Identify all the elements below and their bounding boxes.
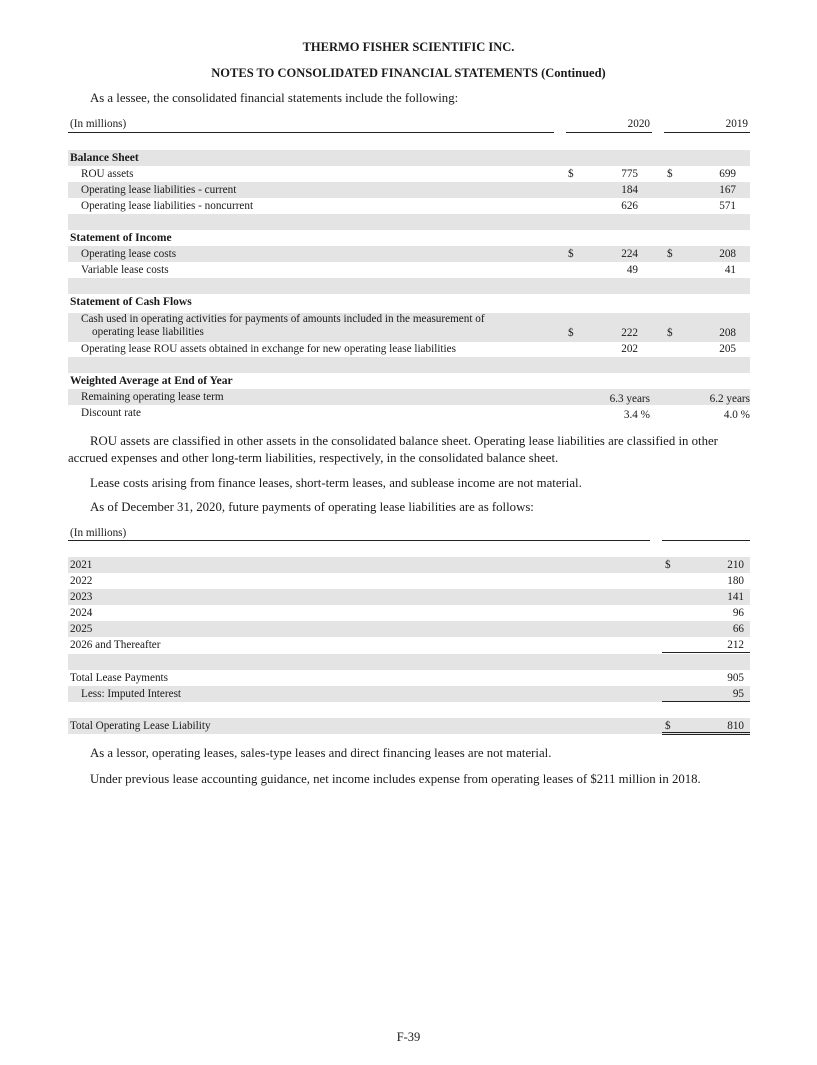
imputed-label: Less: Imputed Interest — [81, 688, 182, 700]
value-2019: 205 — [719, 343, 736, 355]
subtotal-rule — [662, 637, 750, 653]
total-double-rule — [662, 718, 750, 735]
column-2020: 2020 — [627, 118, 650, 130]
section-title: Balance Sheet — [70, 152, 139, 164]
row-label-line2: operating lease liabilities — [92, 325, 204, 338]
value-2020: 49 — [626, 264, 638, 276]
table-row — [68, 637, 750, 653]
year-label: 2022 — [70, 575, 93, 587]
value-2020: 202 — [621, 343, 638, 355]
table-row — [68, 182, 750, 198]
row-label: ROU assets — [81, 168, 134, 180]
year-label: 2025 — [70, 623, 93, 635]
header-rule-right — [662, 525, 750, 541]
dollar-sign: $ — [667, 248, 673, 260]
table-row — [68, 557, 750, 573]
value-2020: 222 — [621, 327, 638, 339]
header-2020-cell — [566, 118, 652, 133]
dollar-sign: $ — [568, 327, 574, 339]
column-2019: 2019 — [725, 118, 748, 130]
row-label: Operating lease liabilities - noncurrent — [81, 200, 254, 212]
row-label-line1: Cash used in operating activities for payments of amounts included in the measurement of — [81, 313, 485, 325]
total-liability-label: Total Operating Lease Liability — [70, 720, 211, 732]
table-row — [68, 405, 750, 421]
payment-value: 212 — [727, 639, 744, 651]
value-2019: 208 — [719, 327, 736, 339]
row-label: Operating lease liabilities - current — [81, 184, 237, 196]
future-payments-paragraph: As of December 31, 2020, future payments of operating lease liabilities are as follows: — [90, 500, 534, 514]
spacer-row — [68, 278, 750, 294]
year-label: 2023 — [70, 591, 93, 603]
table-row — [68, 198, 750, 214]
imputed-value: 95 — [732, 688, 744, 700]
total-label: Total Lease Payments — [70, 672, 169, 684]
payment-value: 96 — [732, 607, 744, 619]
value-2019: 167 — [719, 184, 736, 196]
table-row — [68, 313, 750, 342]
value-2019: 6.2 years — [709, 393, 750, 405]
rou-paragraph: ROU assets are classified in other assets in the consolidated balance sheet. Operating lease liabilities are classified in other accrued expenses and other long-term liabilities, respectively, in the consolidated balance sheet. — [68, 434, 718, 465]
payment-value: 66 — [732, 623, 744, 635]
unit-label: (In millions) — [70, 118, 127, 130]
payment-value: 141 — [727, 591, 744, 603]
value-2020: 775 — [621, 168, 638, 180]
imputed-interest-row — [68, 686, 750, 702]
year-label: 2026 and Thereafter — [70, 639, 161, 651]
row-label: Operating lease ROU assets obtained in exchange for new operating lease liabilities — [81, 343, 456, 355]
header-unit-cell — [68, 118, 554, 133]
table-row — [68, 605, 750, 621]
row-label: Variable lease costs — [81, 264, 169, 276]
row-label: Operating lease costs — [81, 248, 177, 260]
table-row — [68, 621, 750, 637]
page-subtitle: NOTES TO CONSOLIDATED FINANCIAL STATEMENTS (Continued) — [211, 66, 606, 80]
table-row — [68, 341, 750, 357]
value-2019: 571 — [719, 200, 736, 212]
lease-costs-paragraph: Lease costs arising from finance leases, short-term leases, and sublease income are not material. — [90, 476, 582, 490]
header-2019-cell — [664, 118, 750, 133]
value-2020: 3.4 % — [623, 409, 650, 421]
value-2019: 699 — [719, 168, 736, 180]
section-statement-of-income — [68, 230, 750, 246]
section-title: Statement of Cash Flows — [70, 296, 192, 308]
total-value: 905 — [727, 672, 744, 684]
spacer-row — [68, 654, 750, 670]
dollar-sign: $ — [568, 168, 574, 180]
value-2019: 4.0 % — [723, 409, 750, 421]
value-2020: 626 — [621, 200, 638, 212]
dollar-sign: $ — [667, 168, 673, 180]
table-row — [68, 573, 750, 589]
row-label: Remaining operating lease term — [81, 391, 224, 403]
imputed-rule — [662, 686, 750, 702]
value-2019: 208 — [719, 248, 736, 260]
table-row — [68, 389, 750, 405]
value-2019: 41 — [724, 264, 736, 276]
dollar-sign: $ — [568, 248, 574, 260]
total-payments-row — [68, 670, 750, 686]
lessor-paragraph: As a lessor, operating leases, sales-type leases and direct financing leases are not material. — [90, 746, 552, 760]
spacer-row — [68, 357, 750, 373]
value-2020: 184 — [621, 184, 638, 196]
section-title: Weighted Average at End of Year — [70, 375, 233, 387]
section-title: Statement of Income — [70, 232, 172, 244]
year-label: 2024 — [70, 607, 93, 619]
year-label: 2021 — [70, 559, 93, 571]
dollar-sign: $ — [667, 327, 673, 339]
intro-paragraph: As a lessee, the consolidated financial statements include the following: — [90, 91, 459, 105]
dollar-sign: $ — [665, 559, 671, 571]
section-balance-sheet — [68, 150, 750, 166]
spacer-row — [68, 214, 750, 230]
total-liability-value: 810 — [727, 720, 744, 732]
value-2020: 224 — [621, 248, 638, 260]
payment-value: 180 — [727, 575, 744, 587]
company-name: THERMO FISHER SCIENTIFIC INC. — [302, 40, 515, 54]
table-row — [68, 262, 750, 278]
row-label: Discount rate — [81, 407, 141, 419]
page-number: F-39 — [396, 1030, 421, 1044]
section-weighted-average — [68, 373, 750, 389]
table-row — [68, 166, 750, 182]
previous-guidance-paragraph: Under previous lease accounting guidance, net income includes expense from operating leases of $211 million in 2018. — [90, 772, 701, 786]
header-rule-left — [68, 525, 650, 541]
section-statement-of-cash-flows — [68, 294, 750, 310]
table-row — [68, 589, 750, 605]
total-liability-row — [68, 718, 750, 734]
payment-value: 210 — [727, 559, 744, 571]
value-2020: 6.3 years — [609, 393, 650, 405]
dollar-sign: $ — [665, 720, 671, 732]
table-row — [68, 246, 750, 262]
row-label — [81, 313, 485, 338]
unit-label: (In millions) — [70, 527, 127, 539]
